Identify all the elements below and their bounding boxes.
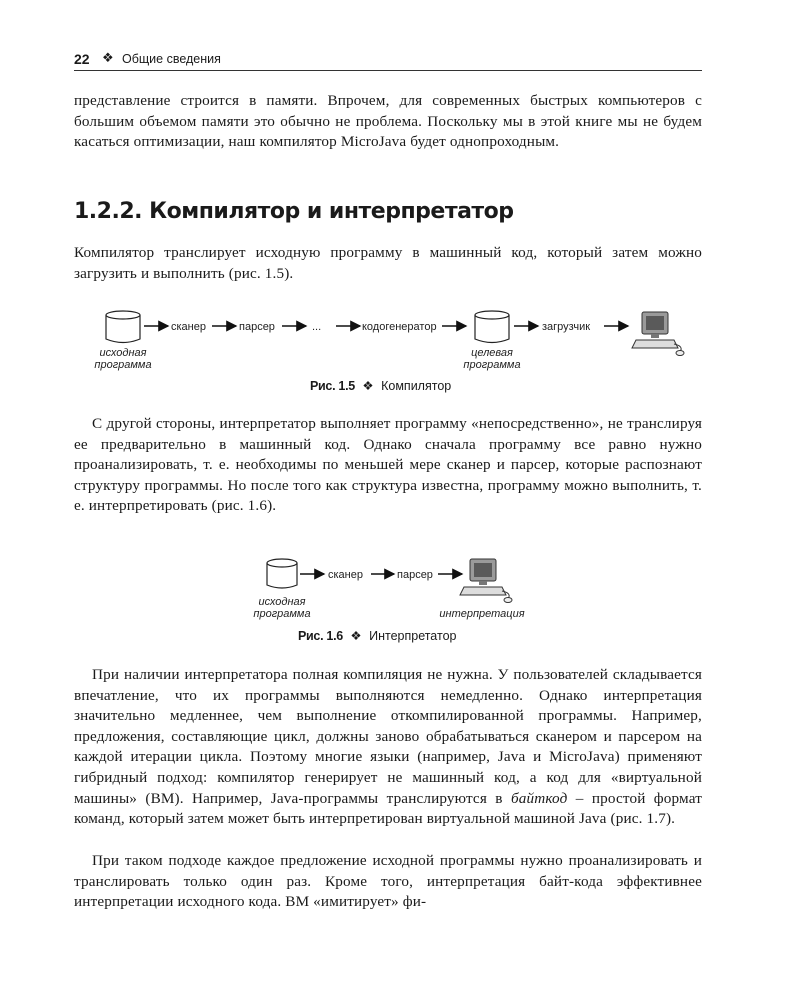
label-source-line1: исходная bbox=[99, 347, 147, 359]
step-ellipsis: ... bbox=[312, 321, 322, 333]
caption-text: Интерпретатор bbox=[369, 629, 457, 643]
section-heading: 1.2.2. Компилятор и интерпретатор bbox=[74, 199, 514, 224]
step-parser: парсер bbox=[239, 321, 275, 333]
label-interpretation: интерпретация bbox=[439, 608, 525, 620]
source-program-cylinder-icon bbox=[267, 559, 297, 588]
running-title: Общие сведения bbox=[122, 52, 221, 66]
caption-label: Рис. 1.6 bbox=[298, 629, 343, 643]
step-parser: парсер bbox=[397, 569, 433, 581]
paragraph-4 bbox=[74, 665, 702, 830]
caption-separator-icon: ❖ bbox=[362, 379, 374, 393]
computer-icon bbox=[460, 559, 512, 603]
paragraph-1: представление строится в памяти. Впрочем, для современных быстрых компьютеров с большим объемом памяти это обычно не проблема. Поскольку мы в этой книге мы не будем касаться оптимизации, наш компилятор MicroJava будет однопроходным. bbox=[74, 92, 702, 151]
paragraph-2: Компилятор транслирует исходную программу в машинный код, который затем можно загрузить и выполнить (рис. 1.5). bbox=[74, 244, 702, 282]
figure-1-6-caption bbox=[298, 628, 456, 643]
paragraph-4-text-end: – простой формат команд, который затем может быть интерпретирован виртуальной машиной Java (рис. 1.7). bbox=[74, 789, 702, 828]
figure-1-5-caption bbox=[310, 378, 451, 393]
paragraph-3: С другой стороны, интерпретатор выполняет программу «непосредственно», не транслируя ее предварительно в машинный код. Однако сначала программу все равно нужно проанализировать, т. е. необходимы по меньшей мере сканер и парсер, которые распознают структуру программы. Но после того как структура известна, программу можно выполнить, т. е. интерпретировать (рис. 1.6). bbox=[74, 415, 702, 515]
step-loader: загрузчик bbox=[542, 321, 591, 333]
step-scanner: сканер bbox=[328, 569, 363, 581]
figure-interpreter bbox=[74, 555, 702, 625]
computer-icon bbox=[632, 312, 684, 356]
step-scanner: сканер bbox=[171, 321, 206, 333]
target-program-cylinder-icon bbox=[475, 311, 509, 343]
paragraph-5: При таком подходе каждое предложение исходной программы нужно проанализировать и транслировать только один раз. Кроме того, интерпретация байт-кода эффективнее интерпретации исходного кода. ВМ «имитирует» фи- bbox=[74, 852, 702, 911]
figure-compiler bbox=[74, 306, 702, 376]
caption-label: Рис. 1.5 bbox=[310, 379, 355, 393]
caption-text: Компилятор bbox=[381, 379, 452, 393]
caption-separator-icon: ❖ bbox=[350, 629, 362, 643]
header-ornament-icon: ❖ bbox=[102, 50, 114, 65]
label-target-line2: программа bbox=[463, 359, 521, 371]
label-target-line1: целевая bbox=[471, 347, 513, 359]
page-number: 22 bbox=[74, 51, 90, 67]
label-source-line1: исходная bbox=[258, 596, 306, 608]
paragraph-4-emphasis: байткод bbox=[510, 789, 568, 807]
source-program-cylinder-icon bbox=[106, 311, 140, 343]
label-source-line2: программа bbox=[253, 608, 311, 620]
step-codegen: кодогенератор bbox=[362, 321, 437, 333]
paragraph-4-text: При наличии интерпретатора полная компиляция не нужна. У пользователей складывается впечатление, что их программы выполняются немедленно. Однако интерпретация значительно медленнее, чем выполнение откомпилированной программы. Например, предложения, составляющие цикл, должны заново обрабатываться сканером и парсером на каждой итерации цикла. Поэтому многие языки (например, Java и MicroJava) применяют гибридный подход: компилятор генерирует не машинный код, а код для «виртуальной машины» (ВМ). Например, Java-программы транслируются в bbox=[74, 666, 702, 807]
label-source-line2: программа bbox=[94, 359, 152, 371]
running-header bbox=[74, 48, 702, 71]
